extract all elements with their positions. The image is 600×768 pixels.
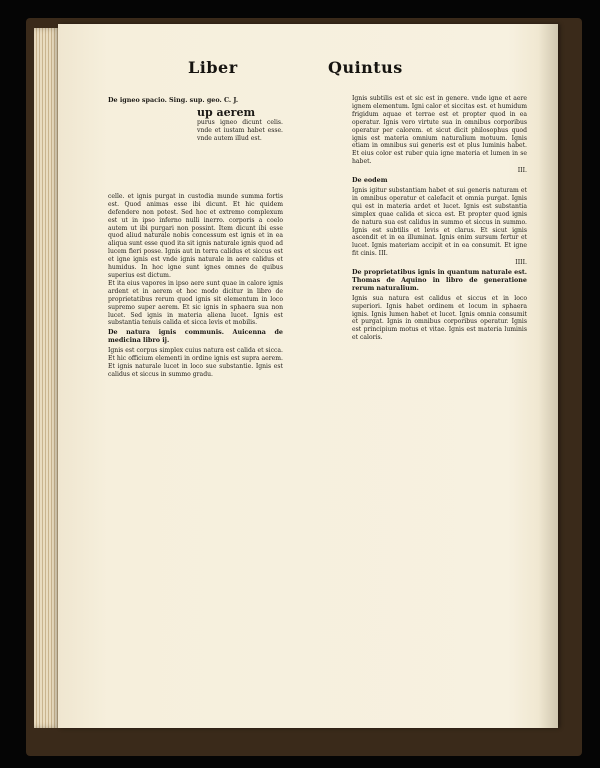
paragraph: Ignis sua natura est calidus et siccus et in loco superiori. Ignis habet ordinem et locum in sphaera ignis. Ignis lumen habet et lucet. Ignis omnia consumit et purgat. Ignis in omnibus corporibus operatur. Ignis est principium motus et vitae. Ignis est materia luminis et caloris.: [352, 294, 527, 342]
section-heading: De proprietatibus ignis in quantum naturale est. Thomas de Aquino in libro de generatione rerum naturalium.: [352, 268, 527, 292]
paragraph: Et ita eius vapores in ipso aere sunt quae in calore ignis ardent et in aerem et hoc modo dicitur in libro de proprietatibus rerum quod ignis sit elementum in loco supremo super aerem. Et sic ignis in sphaera sua non lucet. Sed ignis in materia aliena lucet. Ignis est substantia tenuis calida et sicca levis et mobilis.: [108, 279, 283, 327]
section-heading: De natura ignis communis. Auicenna de medicina libro ij.: [108, 328, 283, 345]
right-column: [352, 95, 527, 342]
spine-shadow: [538, 24, 558, 728]
running-head-right: Quintus: [328, 58, 403, 77]
paragraph: celle. et ignis purgat in custodia munde summa fortis est. Quod animas esse ibi dicunt. Et hic quidem defendere non potest. Sed hoc et extremo complexum est ut in ipso inferno nulli inerro. corporis a coelo autem ut ibi purgari non possint. Item dicunt ibi esse quod aliud naturale nobis concessum est ignis et in ea aliqua sunt esse quod ita sit ignis naturale ignis quod ad lucem fieri posse. Ignis aut in terra calidus et siccus est et igne ignis est vnde ignis naturale in aere calidus et humidus. In hoc igne sunt ignes omnes de quibus superius est dictum.: [108, 192, 283, 279]
left-column: [108, 95, 283, 379]
page-edges: [34, 28, 60, 728]
section-heading: De eodem: [352, 176, 388, 185]
initial-block: [197, 107, 283, 143]
chapter-mark: III.: [517, 167, 527, 175]
paragraph: Ignis est corpus simplex cuius natura est calida et sicca. Et hic officium elementi in ordine ignis est supra aerem. Et ignis naturale lucet in loco sue substantie. Ignis est calidus et siccus in summo gradu.: [108, 347, 283, 378]
initial-space: [108, 111, 190, 191]
rubric: De igneo spacio. Sing. sup. geo. C. J.: [108, 96, 239, 104]
initial-lines: purus igneo dicunt celis. vnde et iustam habet esse. vnde autem illud est.: [197, 118, 283, 142]
chapter-mark: IIII.: [515, 259, 527, 267]
running-head-left: Liber: [188, 58, 238, 77]
initial-word: up aerem: [197, 105, 256, 119]
paragraph: Ignis igitur substantiam habet et sui generis naturam et in omnibus operatur et calefacit et omnia purgat. Ignis qui est in materia ardet et lucet. Ignis est substantia simplex quae calida et sicca est. Et propter quod ignis de natura sua est calidus in summo et siccus in summo. Ignis est subtilis et levis et clarus. Et sicut ignis ascendit et in ea illuminat. Ignis enim sursum fertur et lucet. Ignis materiam accipit et in ea consumit. Et igne fit cinis. III.: [352, 186, 527, 258]
paragraph: Ignis subtilis est et sic est in genere. vnde igne et aere ignem elementum. Igni calor et siccitas est. et humidum frigidum aquae et terrae est et propter quod in ea operatur. Ignis vero virtute sua in omnibus corporibus operatur per calorem. et sicut dicit philosophus quod ignis est materia omnium naturalium motuum. Ignis etiam in omnibus sui generis est et plus luminis habet. Et eius color est ruber quia igne materia et lumen in se habet.: [352, 95, 527, 166]
